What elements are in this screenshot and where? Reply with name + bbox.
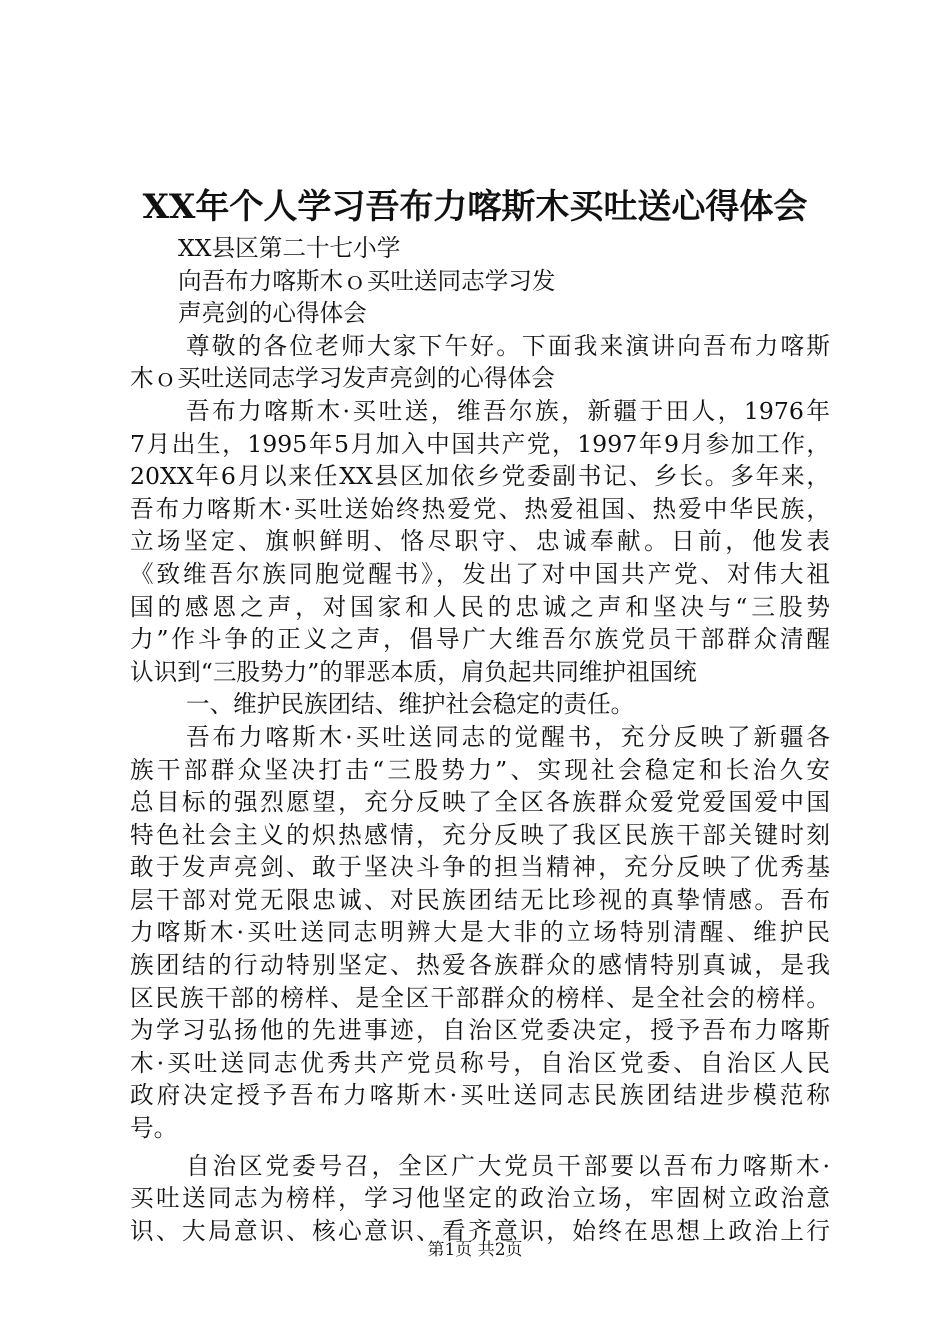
paragraph-line: 特色社会主义的炽热感情，充分反映了我区民族干部关键时刻 [130, 820, 830, 849]
paragraph-line: 立场坚定、旗帜鲜明、恪尽职守、忠诚奉献。日前，他发表 [130, 527, 830, 556]
paragraph-line: 力喀斯木·买吐送同志明辨大是大非的立场特别清醒、维护民 [130, 918, 830, 947]
paragraph-line: 敢于发声亮剑、敢于坚决斗争的担当精神，充分反映了优秀基 [130, 853, 830, 882]
paragraph-line: 力”作斗争的正义之声，倡导广大维吾尔族党员干部群众清醒 [130, 625, 830, 654]
paragraph-line: 买吐送同志为榜样，学习他坚定的政治立场，牢固树立政治意 [130, 1184, 830, 1213]
paragraph-line: 7月出生，1995年5月加入中国共产党，1997年9月参加工作， [130, 429, 830, 458]
paragraph-line: 族干部群众坚决打击“三股势力”、实现社会稳定和长治久安 [130, 755, 830, 784]
school-name-line: XX县区第二十七小学 [178, 234, 401, 262]
paragraph-line: 《致维吾尔族同胞觉醒书》，发出了对中国共产党、对伟大祖 [130, 559, 830, 588]
paragraph-line: 区民族干部的榜样、是全区干部群众的榜样、是全社会的榜样。 [130, 983, 830, 1012]
paragraph-line: 木ｏ买吐送同志学习发声亮剑的心得体会 [130, 364, 555, 393]
paragraph-line: 吾布力喀斯木·买吐送同志的觉醒书，充分反映了新疆各 [186, 722, 830, 751]
paragraph-line: 为学习弘扬他的先进事迹，自治区党委决定，授予吾布力喀斯 [130, 1016, 830, 1045]
paragraph-line: 一、维护民族团结、维护社会稳定的责任。 [186, 690, 635, 719]
paragraph-line: 号。 [130, 1114, 178, 1143]
paragraph-line: 20XX年6月以来任XX县区加依乡党委副书记、乡长。多年来， [130, 462, 830, 491]
paragraph-line: 木·买吐送同志优秀共产党员称号，自治区党委、自治区人民 [130, 1048, 830, 1077]
paragraph-line: 族团结的行动特别坚定、热爱各族群众的感情特别真诚，是我 [130, 951, 830, 980]
paragraph-line: 总目标的强烈愿望，充分反映了全区各族群众爱党爱国爱中国 [130, 788, 830, 817]
paragraph-line: 政府决定授予吾布力喀斯木·买吐送同志民族团结进步模范称 [130, 1081, 830, 1110]
paragraph-line: 认识到“三股势力”的罪恶本质，肩负起共同维护祖国统 [130, 657, 697, 686]
document-body [130, 232, 830, 1247]
paragraph-line: 自治区党委号召，全区广大党员干部要以吾布力喀斯木· [186, 1151, 830, 1180]
document-title: XX年个人学习吾布力喀斯木买吐送心得体会 [142, 187, 808, 227]
paragraph-line: 识、大局意识、核心意识、看齐意识，始终在思想上政治上行 [130, 1216, 830, 1245]
paragraph-line: 层干部对党无限忠诚、对民族团结无比珍视的真挚情感。吾布 [130, 885, 830, 914]
paragraph-line: 尊敬的各位老师大家下午好。下面我来演讲向吾布力喀斯 [186, 331, 830, 360]
subtitle-line-2: 声亮剑的心得体会 [178, 299, 367, 328]
paragraph-line: 国的感恩之声，对国家和人民的忠诚之声和坚决与“三股势 [130, 592, 830, 621]
page-number-footer: 第1页 共2页 [427, 1240, 523, 1260]
paragraph-line: 吾布力喀斯木·买吐送，维吾尔族，新疆于田人，1976年 [186, 396, 830, 425]
paragraph-line: 吾布力喀斯木·买吐送始终热爱党、热爱祖国、热爱中华民族， [130, 494, 830, 523]
subtitle-line-1: 向吾布力喀斯木ｏ买吐送同志学习发 [178, 266, 556, 295]
